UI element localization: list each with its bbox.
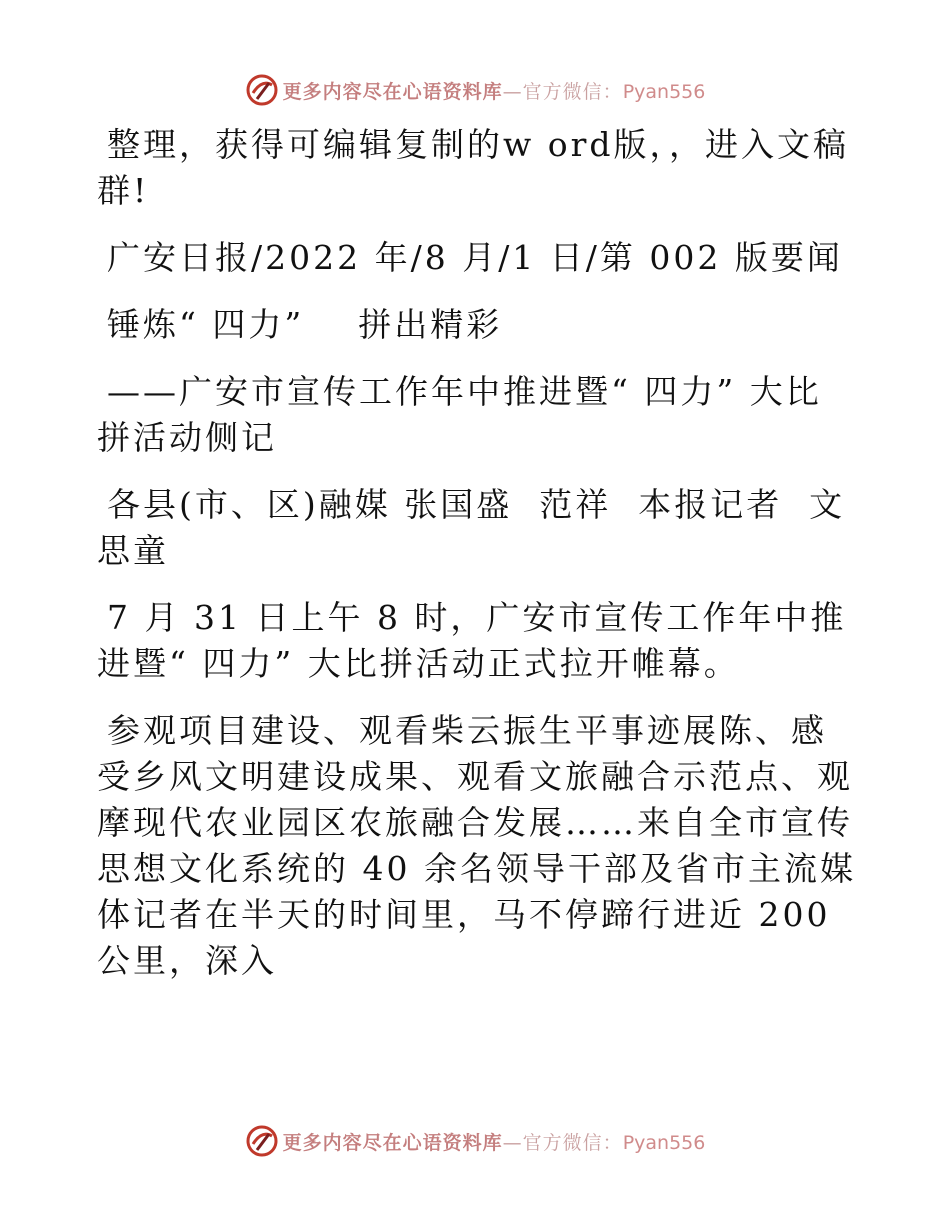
document-body	[97, 122, 857, 1005]
body-paragraph: 参观项目建设、观看柴云振生平事迹展陈、感受乡风文明建设成果、观看文旅融合示范点、观摩现代农业园区农旅融合发展……来自全市宣传思想文化系统的 40 余名领导干部及省市主流媒体记者在半天的时间里，马不停蹄行进近 200 公里，深入	[97, 711, 856, 980]
watermark-text: 更多内容尽在心语资料库—官方微信：Pyan556	[282, 80, 706, 103]
brand-logo-icon	[245, 73, 279, 107]
body-paragraph: 7 月 31 日上午 8 时，广安市宣传工作年中推进暨“ 四力” 大比拼活动正式拉开帷幕。	[97, 598, 847, 683]
byline: 各县(市、区)融媒 张国盛 范祥 本报记者 文思童	[97, 485, 846, 570]
footer-watermark	[0, 1121, 950, 1161]
article-subtitle: ——广安市宣传工作年中推进暨“ 四力” 大比拼活动侧记	[97, 372, 822, 457]
watermark-text: 更多内容尽在心语资料库—官方微信：Pyan556	[282, 1131, 706, 1154]
header-watermark	[0, 70, 950, 110]
article-title: 锤炼“ 四力” 拼出精彩	[107, 305, 503, 344]
intro-paragraph: 整理，获得可编辑复制的w ord版，，进入文稿群!	[97, 125, 850, 210]
brand-logo-icon	[245, 1124, 279, 1158]
source-line: 广安日报/2022 年/8 月/1 日/第 002 版要闻	[107, 238, 843, 277]
